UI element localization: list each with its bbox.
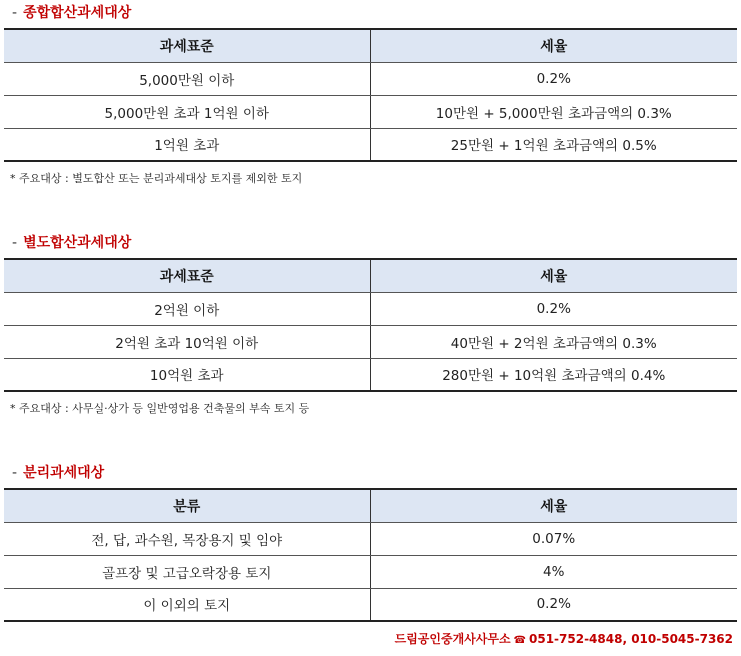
table-header-row (4, 259, 737, 292)
table-row (4, 62, 737, 95)
table-cell: 280만원 + 10억원 초과금액의 0.4% (370, 358, 737, 391)
contact-footer (395, 630, 733, 647)
note-text: * 주요대상 : 사무실·상가 등 일반영업용 건축물의 부속 토지 등 (10, 402, 310, 415)
office-name: 드림공인중개사사무소 (394, 632, 511, 646)
table-row (4, 128, 737, 161)
table-header-row (4, 489, 737, 522)
table-cell: 40만원 + 2억원 초과금액의 0.3% (370, 325, 737, 358)
dash: - (12, 465, 18, 481)
section-separate-aggregate (4, 232, 737, 416)
table-cell: 5,000만원 이하 (4, 62, 370, 95)
table-cell: 0.2% (370, 292, 737, 325)
table-row (4, 325, 737, 358)
table-row (4, 555, 737, 588)
table-cell: 4% (370, 555, 737, 588)
note-text: * 주요대상 : 별도합산 또는 분리과세대상 토지를 제외한 토지 (10, 172, 303, 185)
table-cell: 2억원 이하 (4, 292, 370, 325)
table-row (4, 522, 737, 555)
table-row (4, 292, 737, 325)
section-separate-taxation (4, 462, 737, 622)
table-cell: 10억원 초과 (4, 358, 370, 391)
section-title-text: 별도합산과세대상 (23, 235, 132, 251)
section-title (4, 232, 737, 254)
table-cell: 10만원 + 5,000만원 초과금액의 0.3% (370, 95, 737, 128)
table-cell: 전, 답, 과수원, 목장용지 및 임야 (4, 522, 370, 555)
phone-numbers: 051-752-4848, 010-5045-7362 (529, 632, 733, 646)
table-header-row (4, 29, 737, 62)
dash: - (12, 5, 18, 21)
table-cell: 25만원 + 1억원 초과금액의 0.5% (370, 128, 737, 161)
column-header: 세율 (370, 259, 737, 292)
table-row (4, 95, 737, 128)
table-cell: 5,000만원 초과 1억원 이하 (4, 95, 370, 128)
column-header: 세율 (370, 489, 737, 522)
section-title (4, 2, 737, 24)
table-row (4, 358, 737, 391)
dash: - (12, 235, 18, 251)
table-cell: 0.2% (370, 588, 737, 621)
column-header: 과세표준 (4, 29, 370, 62)
table-cell: 0.2% (370, 62, 737, 95)
phone-icon: ☎ (513, 635, 526, 646)
column-header: 세율 (370, 29, 737, 62)
section-title-text: 분리과세대상 (23, 465, 105, 481)
table-row (4, 588, 737, 621)
column-header: 분류 (4, 489, 370, 522)
table-cell: 이 이외의 토지 (4, 588, 370, 621)
section-title-text: 종합합산과세대상 (23, 5, 132, 21)
table-cell: 2억원 초과 10억원 이하 (4, 325, 370, 358)
rate-table (4, 258, 737, 392)
section-title (4, 462, 737, 484)
section-comprehensive (4, 2, 737, 186)
table-cell: 골프장 및 고급오락장용 토지 (4, 555, 370, 588)
column-header: 과세표준 (4, 259, 370, 292)
rate-table (4, 488, 737, 622)
rate-table (4, 28, 737, 162)
table-cell: 0.07% (370, 522, 737, 555)
table-cell: 1억원 초과 (4, 128, 370, 161)
